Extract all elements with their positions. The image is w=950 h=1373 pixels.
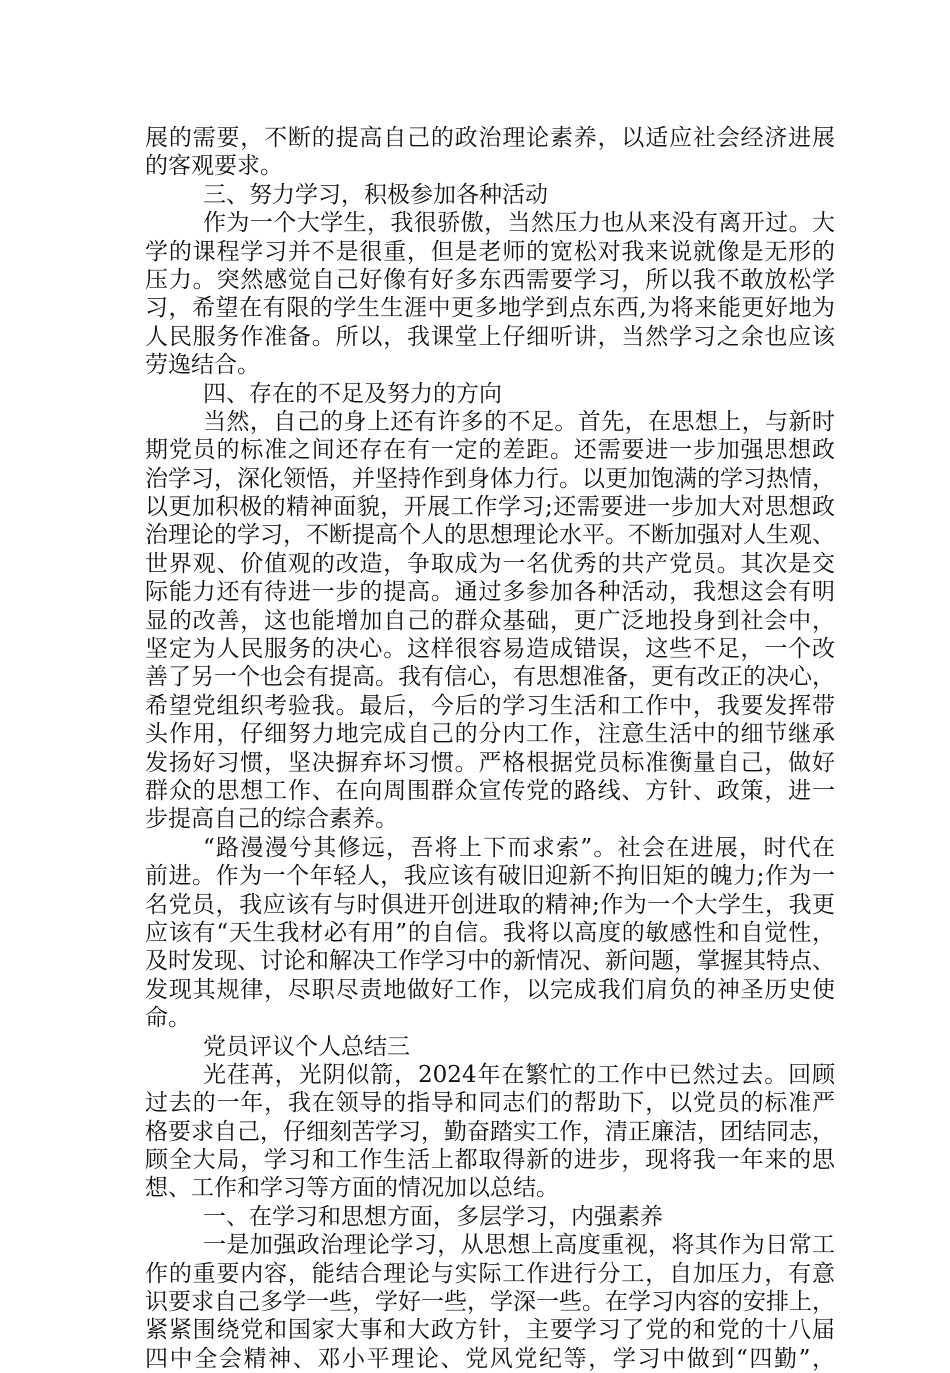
text-line: 格要求自己，仔细刻苦学习，勤奋踏实工作，清正廉洁，团结同志， xyxy=(145,1118,835,1145)
text-line: 善了另一个也会有提高。我有信心，有思想准备，更有改正的决心， xyxy=(145,664,835,691)
text-line: 命。 xyxy=(145,1005,191,1032)
text-line: 压力。突然感觉自己好像有好多东西需要学习，所以我不敢放松学 xyxy=(145,266,835,293)
text-line: 头作用，仔细努力地完成自己的分内工作，注意生活中的细节继承 xyxy=(145,721,835,748)
text-line: 一是加强政治理论学习，从思想上高度重视，将其作为日常工 xyxy=(203,1232,835,1259)
text-line: 作为一个大学生，我很骄傲，当然压力也从来没有离开过。大 xyxy=(203,210,835,237)
text-line: 希望党组织考验我。最后，今后的学习生活和工作中，我要发挥带 xyxy=(145,692,835,719)
text-line: 过去的一年，我在领导的指导和同志们的帮助下，以党员的标准严 xyxy=(145,1090,835,1117)
text-line: 顾全大局，学习和工作生活上都取得新的进步，现将我一年来的思 xyxy=(145,1147,835,1174)
document-body xyxy=(145,124,835,1373)
text-line: 治学习，深化领悟，并坚持作到身体力行。以更加饱满的学习热情， xyxy=(145,465,835,492)
text-line: 光荏苒，光阴似箭，2024年在繁忙的工作中已然过去。回顾 xyxy=(203,1061,835,1088)
text-line: 劳逸结合。 xyxy=(145,352,260,379)
text-line: 及时发现、讨论和解决工作学习中的新情况、新问题，掌握其特点、 xyxy=(145,948,835,975)
text-line: 当然，自己的身上还有许多的不足。首先，在思想上，与新时 xyxy=(203,408,835,435)
text-line: 步提高自己的综合素养。 xyxy=(145,806,398,833)
text-line: “路漫漫兮其修远，吾将上下而求索”。社会在进展，时代在 xyxy=(203,834,835,861)
text-line: 的客观要求。 xyxy=(145,153,283,180)
section-heading: 四、存在的不足及努力的方向 xyxy=(203,380,502,407)
text-line: 治理论的学习，不断提高个人的思想理论水平。不断加强对人生观、 xyxy=(145,522,835,549)
text-line: 发扬好习惯，坚决摒弃坏习惯。严格根据党员标准衡量自己，做好 xyxy=(145,749,835,776)
text-line: 人民服务作准备。所以，我课堂上仔细听讲，当然学习之余也应该 xyxy=(145,323,835,350)
text-line: 展的需要，不断的提高自己的政治理论素养，以适应社会经济进展 xyxy=(145,125,835,151)
text-line: 习，希望在有限的学生生涯中更多地学到点东西,为将来能更好地为 xyxy=(145,295,835,322)
text-line: 识要求自己多学一些，学好一些，学深一些。在学习内容的安排上， xyxy=(145,1289,835,1316)
text-line: 前进。作为一个年轻人，我应该有破旧迎新不拘旧矩的魄力;作为一 xyxy=(145,863,835,890)
section-heading: 一、在学习和思想方面，多层学习，内强素养 xyxy=(203,1203,663,1230)
text-line: 作的重要内容，能结合理论与实际工作进行分工，自加压力，有意 xyxy=(145,1260,835,1287)
text-line: 名党员，我应该有与时俱进开创进取的精神;作为一个大学生，我更 xyxy=(145,891,835,918)
text-line: 以更加积极的精神面貌，开展工作学习;还需要进一步加大对思想政 xyxy=(145,494,835,521)
text-line: 际能力还有待进一步的提高。通过多参加各种活动，我想这会有明 xyxy=(145,579,835,606)
text-line: 四中全会精神、邓小平理论、党风党纪等，学习中做到“四勤”， xyxy=(145,1345,835,1372)
text-line: 应该有“天生我材必有用”的自信。我将以高度的敏感性和自觉性， xyxy=(145,919,835,946)
text-line: 世界观、价值观的改造，争取成为一名优秀的共产党员。其次是交 xyxy=(145,550,835,577)
text-line: 学的课程学习并不是很重，但是老师的宽松对我来说就像是无形的 xyxy=(145,238,835,265)
text-line: 想、工作和学习等方面的情况加以总结。 xyxy=(145,1175,559,1202)
text-line: 显的改善，这也能增加自己的群众基础，更广泛地投身到社会中， xyxy=(145,607,835,634)
text-line: 紧紧围绕党和国家大事和大政方针，主要学习了党的和党的十八届 xyxy=(145,1317,835,1344)
text-line: 群众的思想工作、在向周围群众宣传党的路线、方针、政策，进一 xyxy=(145,777,835,804)
text-line: 坚定为人民服务的决心。这样很容易造成错误，这些不足，一个改 xyxy=(145,636,835,663)
section-heading: 党员评议个人总结三 xyxy=(203,1033,410,1060)
text-line: 发现其规律，尽职尽责地做好工作，以完成我们肩负的神圣历史使 xyxy=(145,976,835,1003)
section-heading: 三、努力学习，积极参加各种活动 xyxy=(203,181,548,208)
text-line: 期党员的标准之间还存在有一定的差距。还需要进一步加强思想政 xyxy=(145,437,835,464)
